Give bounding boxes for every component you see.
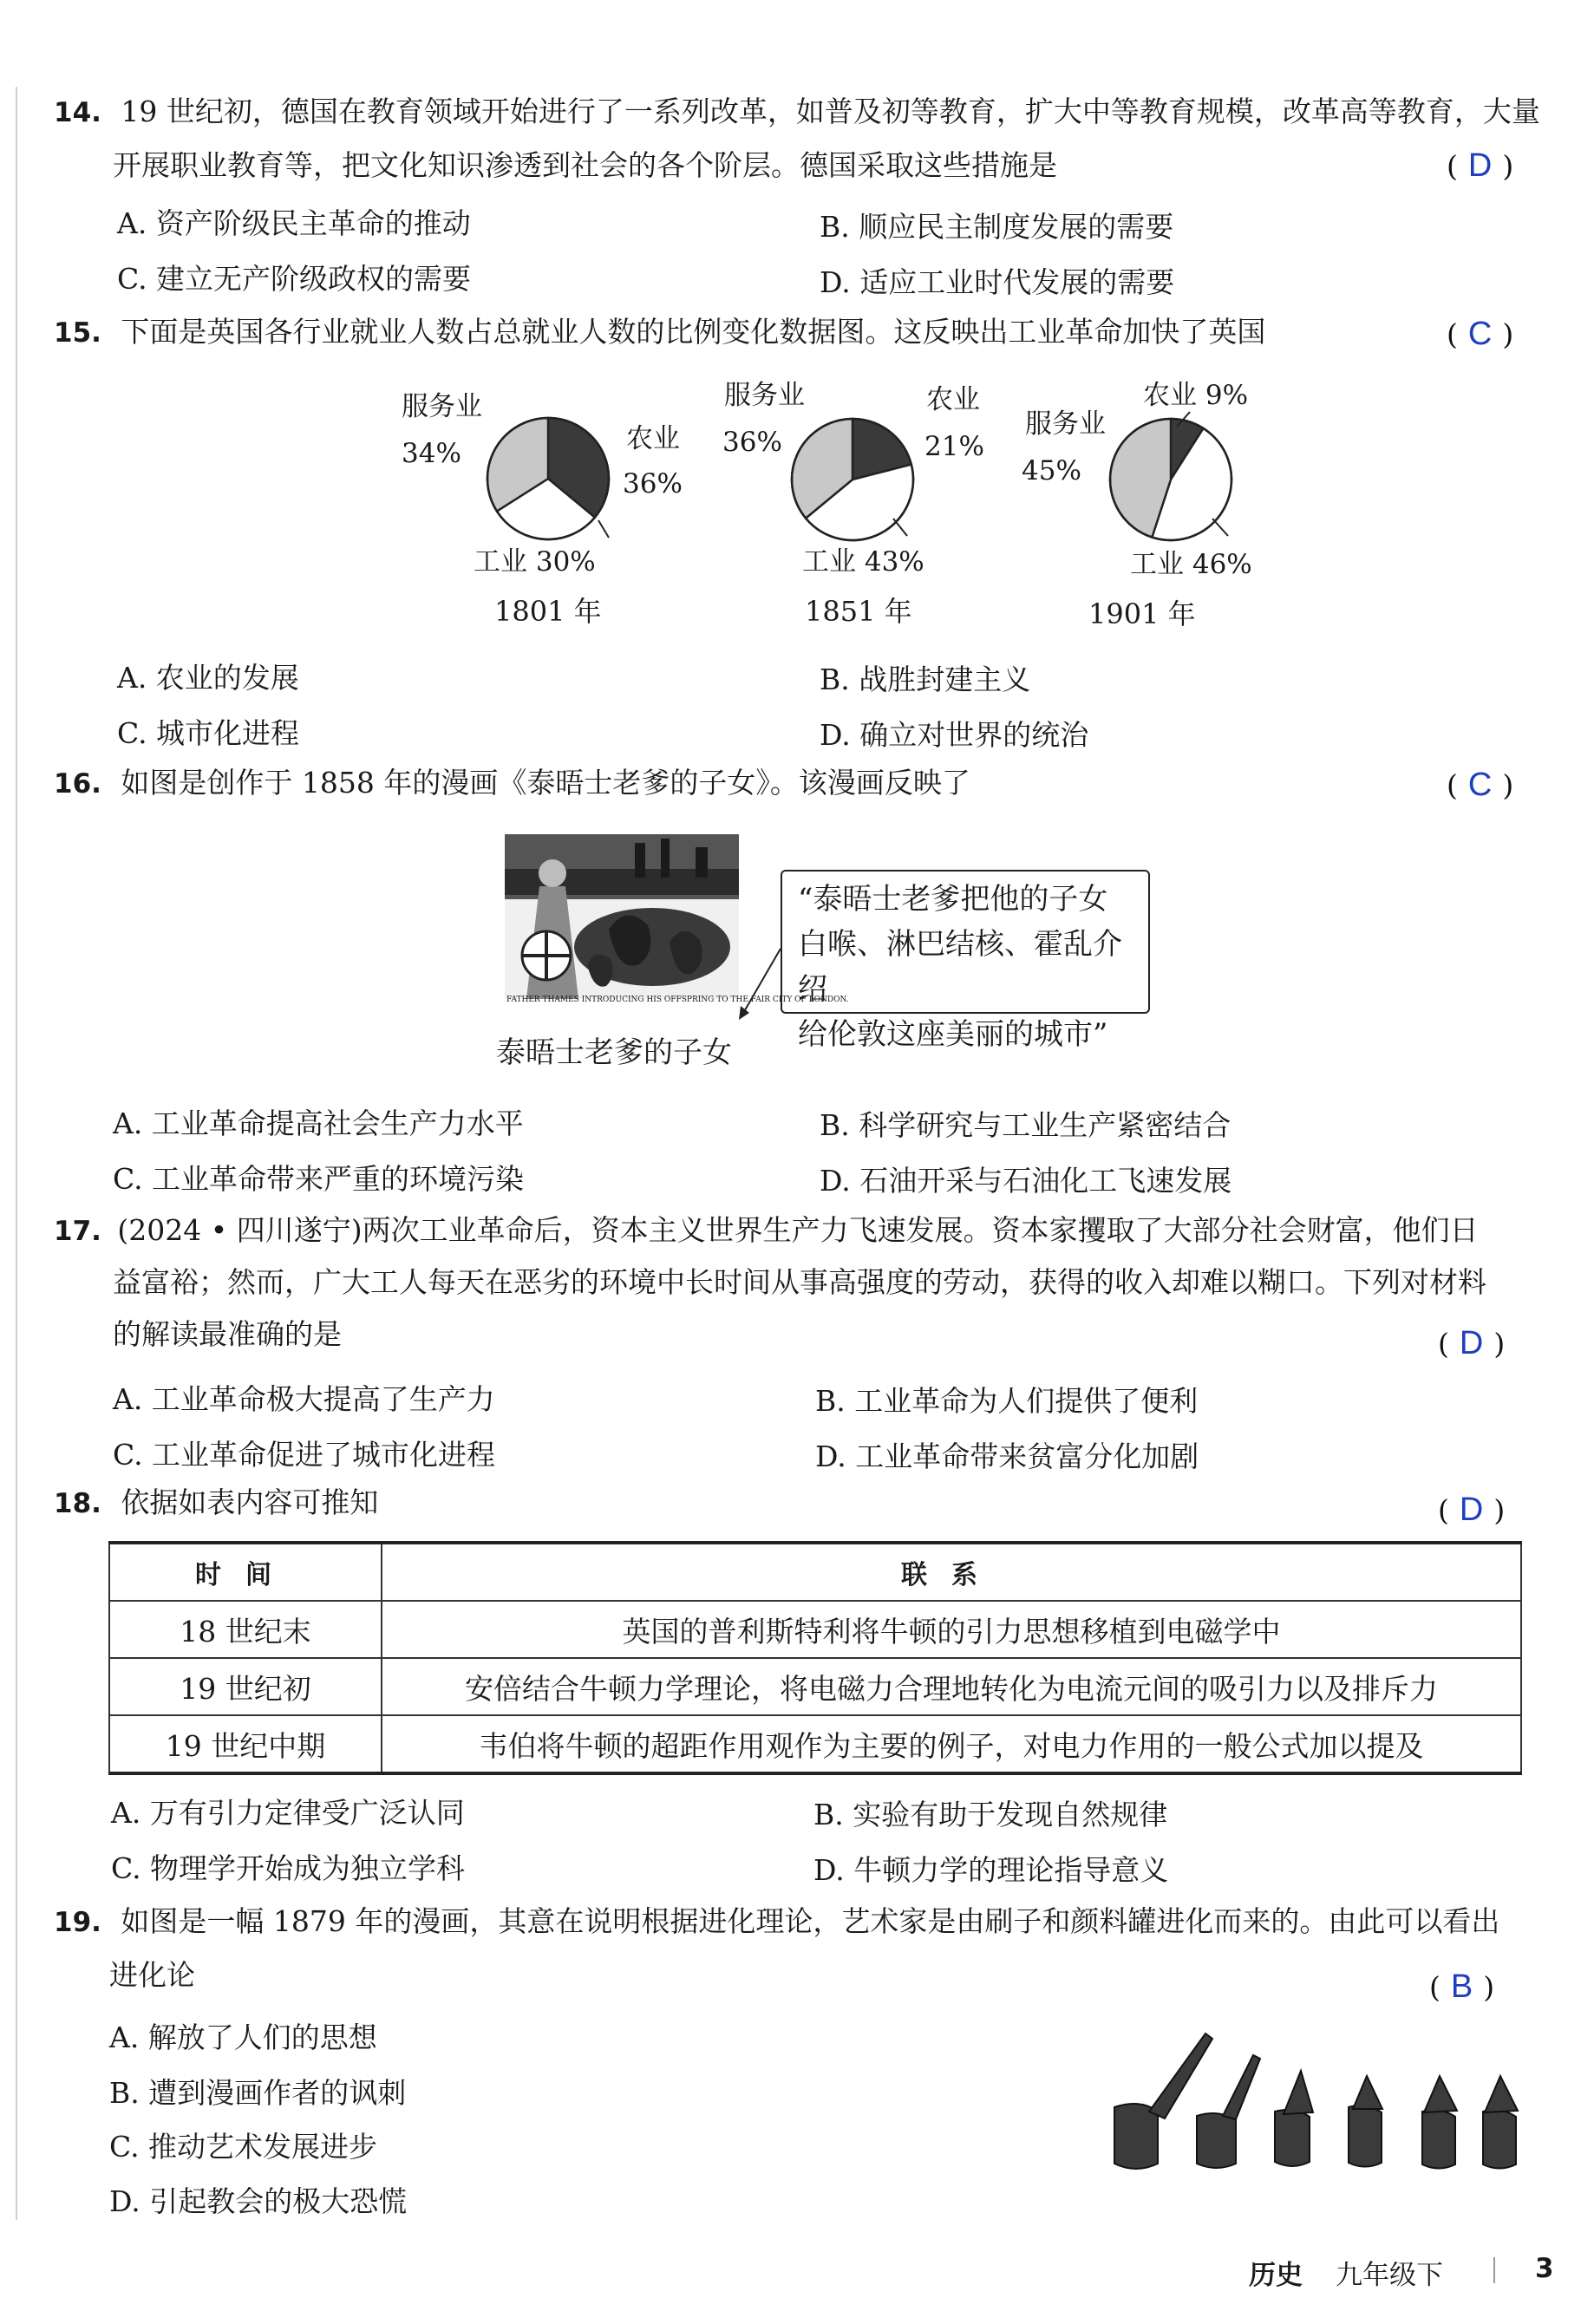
answer-letter: C — [1467, 316, 1493, 352]
option-a[interactable]: A. 农业的发展 — [117, 661, 299, 695]
question-18 — [54, 1485, 378, 1522]
option-d[interactable]: D. 确立对世界的统治 — [820, 718, 1089, 752]
option-b[interactable]: B. 科学研究与工业生产紧密结合 — [820, 1108, 1231, 1142]
question-17 — [54, 1212, 1479, 1250]
quote-line-1: “泰晤士老爹把他的子女 — [798, 882, 1108, 917]
label-industry-1901: 工业 46% — [1130, 549, 1252, 580]
answer-bracket: ( D ) — [1447, 147, 1514, 184]
question-16 — [54, 765, 970, 802]
option-c[interactable]: C. 物理学开始成为独立学科 — [111, 1851, 466, 1885]
option-d[interactable]: D. 石油开采与石油化工飞速发展 — [820, 1164, 1232, 1198]
question-15 — [54, 314, 1265, 351]
answer-letter: C — [1467, 767, 1493, 803]
evolution-cartoon — [1101, 2029, 1535, 2185]
leader-line — [893, 519, 907, 536]
page-number: 3 — [1535, 2253, 1554, 2284]
option-c[interactable]: C. 工业革命带来严重的环境污染 — [113, 1162, 525, 1196]
question-text: 19 世纪初，德国在教育领域开始进行了一系列改革，如普及初等教育，扩大中等教育规模，改革高等教育，大量 — [121, 95, 1540, 128]
question-number: 16. — [54, 768, 101, 800]
year-1801: 1801 年 — [494, 595, 602, 628]
option-c[interactable]: C. 推动艺术发展进步 — [109, 2130, 378, 2164]
pointer-arrow — [735, 945, 787, 1023]
question-number: 17. — [54, 1216, 101, 1247]
option-a[interactable]: A. 解放了人们的思想 — [109, 2020, 377, 2054]
cartoon-image — [505, 834, 739, 1016]
table-header-link: 联系 — [382, 1543, 1521, 1601]
option-b[interactable]: B. 顺应民主制度发展的需要 — [820, 210, 1174, 244]
option-b[interactable]: B. 遭到漫画作者的讽刺 — [109, 2076, 407, 2110]
option-b[interactable]: B. 战胜封建主义 — [820, 663, 1031, 696]
question-text: 如图是创作于 1858 年的漫画《泰晤士老爹的子女》。该漫画反映了 — [121, 766, 970, 800]
label-service-pct-1901: 45% — [1022, 455, 1081, 486]
cartoon-caption: 泰晤士老爹的子女 — [496, 1035, 732, 1070]
answer-letter: D — [1459, 1325, 1484, 1361]
answer-bracket: ( C ) — [1447, 767, 1514, 803]
answer-bracket: ( B ) — [1429, 1968, 1495, 2005]
label-agri-1801: 农业 — [626, 423, 680, 454]
label-service-1901: 服务业 — [1025, 408, 1106, 440]
label-industry-1851: 工业 43% — [802, 546, 924, 578]
answer-letter: D — [1467, 147, 1493, 184]
table-row — [109, 1658, 1521, 1715]
year-1851: 1851 年 — [805, 595, 912, 628]
question-19 — [54, 1903, 1499, 1941]
question-text: 依据如表内容可推知 — [121, 1485, 379, 1519]
table-cell-time: 19 世纪中期 — [109, 1715, 382, 1773]
question-text: 如图是一幅 1879 年的漫画，其意在说明根据进化理论，艺术家是由刷子和颜料罐进化而来的。由此可以看出 — [121, 1904, 1500, 1938]
table-row — [109, 1601, 1521, 1658]
history-table — [108, 1541, 1522, 1775]
option-d[interactable]: D. 适应工业时代发展的需要 — [820, 265, 1175, 299]
option-d[interactable]: D. 工业革命带来贫富分化加剧 — [815, 1439, 1199, 1473]
label-service-1801: 服务业 — [402, 391, 482, 422]
footer-grade: 九年级下 — [1336, 2260, 1443, 2291]
option-d[interactable]: D. 引起教会的极大恐慌 — [109, 2184, 408, 2218]
quote-box — [781, 870, 1150, 1052]
question-text: (2024 • 四川遂宁)两次工业革命后，资本主义世界生产力飞速发展。资本家攫取了大部分社会财富，他们日 — [117, 1213, 1479, 1247]
label-service-1851: 服务业 — [724, 380, 805, 411]
label-agri-pct-1851: 21% — [924, 431, 984, 462]
question-number: 19. — [54, 1907, 101, 1938]
option-a[interactable]: A. 万有引力定律受广泛认同 — [111, 1796, 465, 1830]
option-a[interactable]: A. 工业革命极大提高了生产力 — [113, 1382, 495, 1416]
label-industry-1801: 工业 30% — [474, 546, 596, 578]
question-number: 15. — [54, 317, 101, 349]
table-header-row — [109, 1543, 1521, 1601]
option-c[interactable]: C. 建立无产阶级政权的需要 — [117, 262, 472, 296]
label-service-pct-1801: 34% — [402, 438, 461, 469]
option-d[interactable]: D. 牛顿力学的理论指导意义 — [813, 1853, 1169, 1887]
question-text-line2: 益富裕；然而，广大工人每天在恶劣的环境中长时间从事高强度的劳动，获得的收入却难以糊口。下列对材料 — [113, 1265, 1486, 1299]
answer-letter: D — [1459, 1492, 1484, 1528]
label-service-pct-1851: 36% — [722, 427, 782, 458]
answer-bracket: ( D ) — [1438, 1492, 1506, 1528]
leader-line — [1212, 519, 1228, 536]
table-cell-link: 英国的普利斯特利将牛顿的引力思想移植到电磁学中 — [382, 1601, 1521, 1658]
question-number: 18. — [54, 1488, 101, 1519]
label-agri-1851: 农业 — [926, 384, 980, 415]
quote-line-3: 给伦敦这座美丽的城市” — [798, 1017, 1108, 1052]
label-agri-pct-1801: 36% — [623, 468, 683, 499]
question-text-line2: 开展职业教育等，把文化知识渗透到社会的各个阶层。德国采取这些措施是 — [113, 148, 1057, 182]
option-c[interactable]: C. 工业革命促进了城市化进程 — [113, 1438, 496, 1472]
answer-bracket: ( D ) — [1438, 1325, 1506, 1361]
cartoon-inner-caption: FATHER THAMES INTRODUCING HIS OFFSPRING TO THE FAIR CITY OF LONDON. — [506, 996, 849, 1004]
option-a[interactable]: A. 工业革命提高社会生产力水平 — [113, 1107, 524, 1140]
table-cell-link: 安倍结合牛顿力学理论，将电磁力合理地转化为电流元间的吸引力以及排斥力 — [382, 1658, 1521, 1715]
table-cell-link: 韦伯将牛顿的超距作用观作为主要的例子，对电力作用的一般公式加以提及 — [382, 1715, 1521, 1773]
question-14 — [54, 94, 1540, 131]
table-header-time: 时间 — [109, 1543, 382, 1601]
table-cell-time: 18 世纪末 — [109, 1601, 382, 1658]
question-text-line3: 的解读最准确的是 — [113, 1317, 342, 1351]
option-c[interactable]: C. 城市化进程 — [117, 716, 300, 750]
footer-subject: 历史 — [1249, 2260, 1303, 2291]
option-a[interactable]: A. 资产阶级民主革命的推动 — [117, 206, 471, 240]
footer-divider — [1493, 2257, 1495, 2283]
option-b[interactable]: B. 工业革命为人们提供了便利 — [815, 1384, 1199, 1418]
question-text-line2: 进化论 — [109, 1958, 195, 1992]
answer-letter: B — [1450, 1968, 1473, 2005]
table-row — [109, 1715, 1521, 1773]
quote-line-2: 白喉、淋巴结核、霍乱介绍 — [798, 927, 1122, 1007]
year-1901: 1901 年 — [1088, 597, 1196, 630]
question-text: 下面是英国各行业就业人数占总就业人数的比例变化数据图。这反映出工业革命加快了英国 — [121, 315, 1266, 349]
question-number: 14. — [54, 97, 101, 128]
table-cell-time: 19 世纪初 — [109, 1658, 382, 1715]
option-b[interactable]: B. 实验有助于发现自然规律 — [813, 1798, 1168, 1831]
leader-line — [598, 520, 609, 538]
answer-bracket: ( C ) — [1447, 316, 1514, 352]
label-agri-1901: 农业 9% — [1143, 380, 1249, 411]
